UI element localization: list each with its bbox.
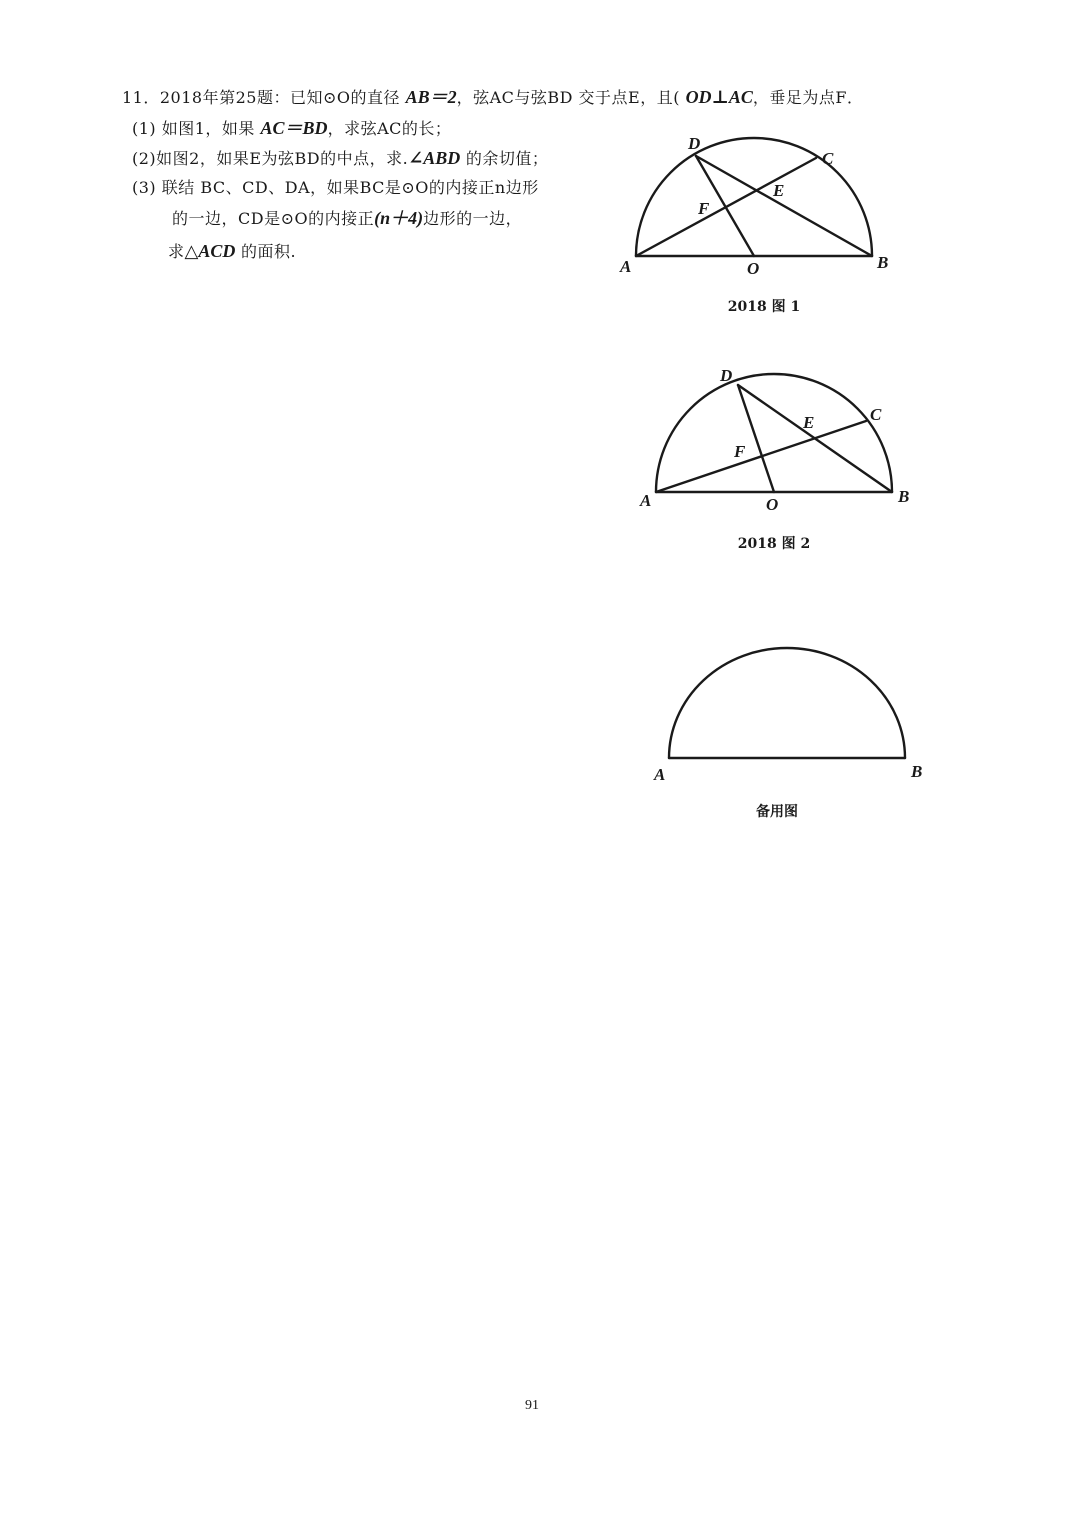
question-text: (1) 如图1，如果 xyxy=(132,119,261,138)
label-b: B xyxy=(877,253,889,272)
math-ac-eq-bd: AC＝BD xyxy=(260,118,328,138)
question-3-cont xyxy=(168,240,296,263)
semicircle-arc xyxy=(669,648,905,758)
question-text: 的余切值； xyxy=(460,149,549,168)
label-f: F xyxy=(698,199,710,218)
problem-text: ，垂足为点F． xyxy=(752,88,864,107)
problem-text: ，弦AC与弦BD 交于点E，且( xyxy=(456,88,686,107)
backup-figure-diagram xyxy=(640,630,940,790)
figure-2-caption: 2018 图 2 xyxy=(737,536,811,552)
question-1 xyxy=(132,117,451,140)
problem-statement xyxy=(122,86,863,109)
chord-bd xyxy=(738,385,892,492)
label-a: A xyxy=(620,257,632,276)
figure-1-diagram xyxy=(600,120,920,290)
label-d: D xyxy=(688,134,701,153)
label-a: A xyxy=(640,491,652,510)
problem-text: 11．2018年第25题：已知⊙O的直径 xyxy=(122,88,406,107)
label-b: B xyxy=(898,487,910,506)
page-number: 91 xyxy=(525,1398,539,1413)
semicircle-arc xyxy=(636,138,872,256)
chord-bd xyxy=(696,156,872,256)
backup-figure-caption: 备用图 xyxy=(756,804,798,820)
question-text: 求 xyxy=(168,242,185,261)
label-o: O xyxy=(766,495,779,514)
label-a: A xyxy=(654,765,666,784)
math-n-plus-4: (n＋4) xyxy=(374,208,424,228)
figure-1-caption: 2018 图 1 xyxy=(727,299,801,315)
math-ab-eq-2: AB＝2 xyxy=(405,87,457,107)
label-c: C xyxy=(870,405,882,424)
label-d: D xyxy=(720,366,733,385)
label-e: E xyxy=(773,181,785,200)
label-b: B xyxy=(911,762,923,781)
question-3 xyxy=(132,177,539,199)
question-text: 的一边，CD是⊙O的内接正 xyxy=(172,209,375,228)
math-angle-abd: ∠ABD xyxy=(408,148,461,168)
figure-2-diagram xyxy=(620,355,920,525)
question-text: (3) 联结 BC、CD、DA，如果BC是⊙O的内接正n边形 xyxy=(132,178,539,197)
label-c: C xyxy=(822,149,834,168)
math-triangle-acd: △ACD xyxy=(184,241,236,261)
question-text: 的面积. xyxy=(235,242,297,261)
label-f: F xyxy=(734,442,746,461)
semicircle-arc xyxy=(656,374,892,492)
question-text: (2)如图2，如果E为弦BD的中点，求. xyxy=(132,149,409,168)
question-text: ，求弦AC的长； xyxy=(327,119,452,138)
label-o: O xyxy=(747,259,760,278)
question-2 xyxy=(132,147,548,170)
segment-od xyxy=(738,385,774,492)
math-od-perp-ac: OD⊥AC xyxy=(685,87,753,107)
question-3-cont xyxy=(172,207,522,230)
question-text: 边形的一边， xyxy=(423,209,523,228)
label-e: E xyxy=(803,413,815,432)
